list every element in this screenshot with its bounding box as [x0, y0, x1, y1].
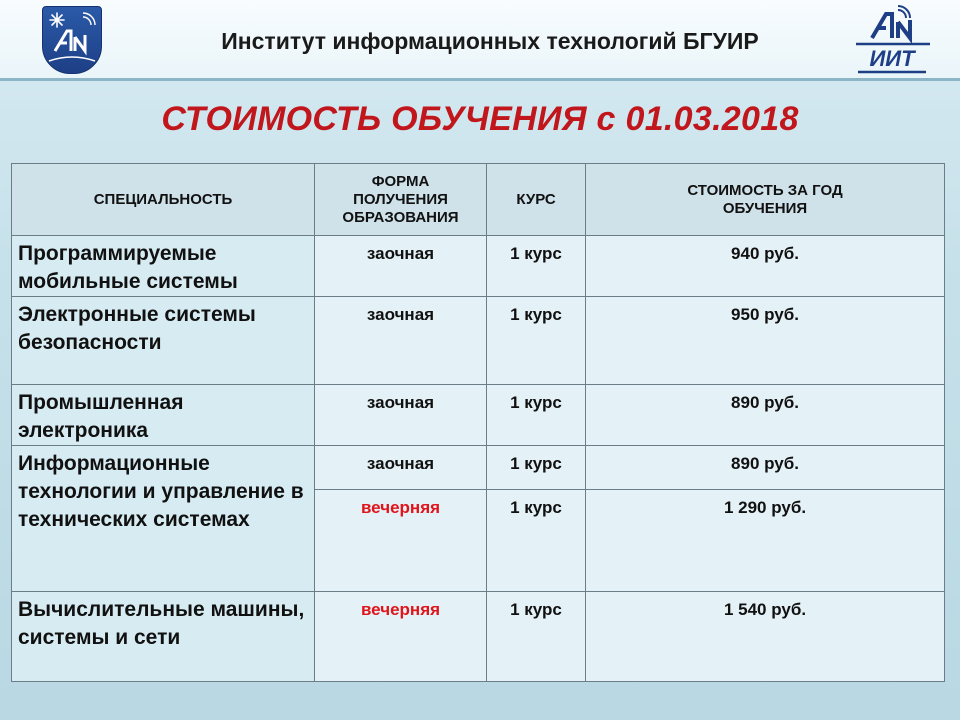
header-cost: СТОИМОСТЬ ЗА ГОД ОБУЧЕНИЯ	[586, 164, 945, 236]
specialty-cell: Электронные системы безопасности	[12, 297, 315, 385]
course-cell: 1 курс	[487, 592, 586, 682]
cost-cell: 890 руб.	[586, 446, 945, 490]
header-form: ФОРМА ПОЛУЧЕНИЯ ОБРАЗОВАНИЯ	[315, 164, 487, 236]
form-cell: заочная	[315, 236, 487, 297]
course-cell: 1 курс	[487, 236, 586, 297]
table-row	[12, 236, 945, 297]
specialty-cell: Программируемые мобильные системы	[12, 236, 315, 297]
table-header-row	[12, 164, 945, 236]
header-divider	[0, 78, 960, 81]
page-title: СТОИМОСТЬ ОБУЧЕНИЯ с 01.03.2018	[161, 100, 799, 138]
table-row	[12, 592, 945, 682]
svg-text:ИИТ: ИИТ	[869, 46, 915, 71]
header-specialty: СПЕЦИАЛЬНОСТЬ	[12, 164, 315, 236]
iit-logo	[852, 4, 932, 76]
header-title: Институт информационных технологий БГУИР	[221, 28, 759, 54]
form-cell: вечерняя	[315, 490, 487, 592]
form-cell: заочная	[315, 446, 487, 490]
institute-emblem-logo	[42, 6, 102, 74]
header-course: КУРС	[487, 164, 586, 236]
form-cell: вечерняя	[315, 592, 487, 682]
form-cell: заочная	[315, 385, 487, 446]
table-row	[12, 385, 945, 446]
cost-cell: 950 руб.	[586, 297, 945, 385]
table-row	[12, 446, 945, 490]
course-cell: 1 курс	[487, 446, 586, 490]
course-cell: 1 курс	[487, 297, 586, 385]
specialty-cell: Промышленная электроника	[12, 385, 315, 446]
tuition-table	[11, 163, 945, 682]
specialty-cell: Вычислительные машины, системы и сети	[12, 592, 315, 682]
header-band	[0, 0, 960, 80]
cost-cell: 890 руб.	[586, 385, 945, 446]
form-cell: заочная	[315, 297, 487, 385]
cost-cell: 1 540 руб.	[586, 592, 945, 682]
course-cell: 1 курс	[487, 385, 586, 446]
specialty-cell: Информационные технологии и управление в технических системах	[12, 446, 315, 592]
course-cell: 1 курс	[487, 490, 586, 592]
cost-cell: 1 290 руб.	[586, 490, 945, 592]
cost-cell: 940 руб.	[586, 236, 945, 297]
table-row	[12, 297, 945, 385]
